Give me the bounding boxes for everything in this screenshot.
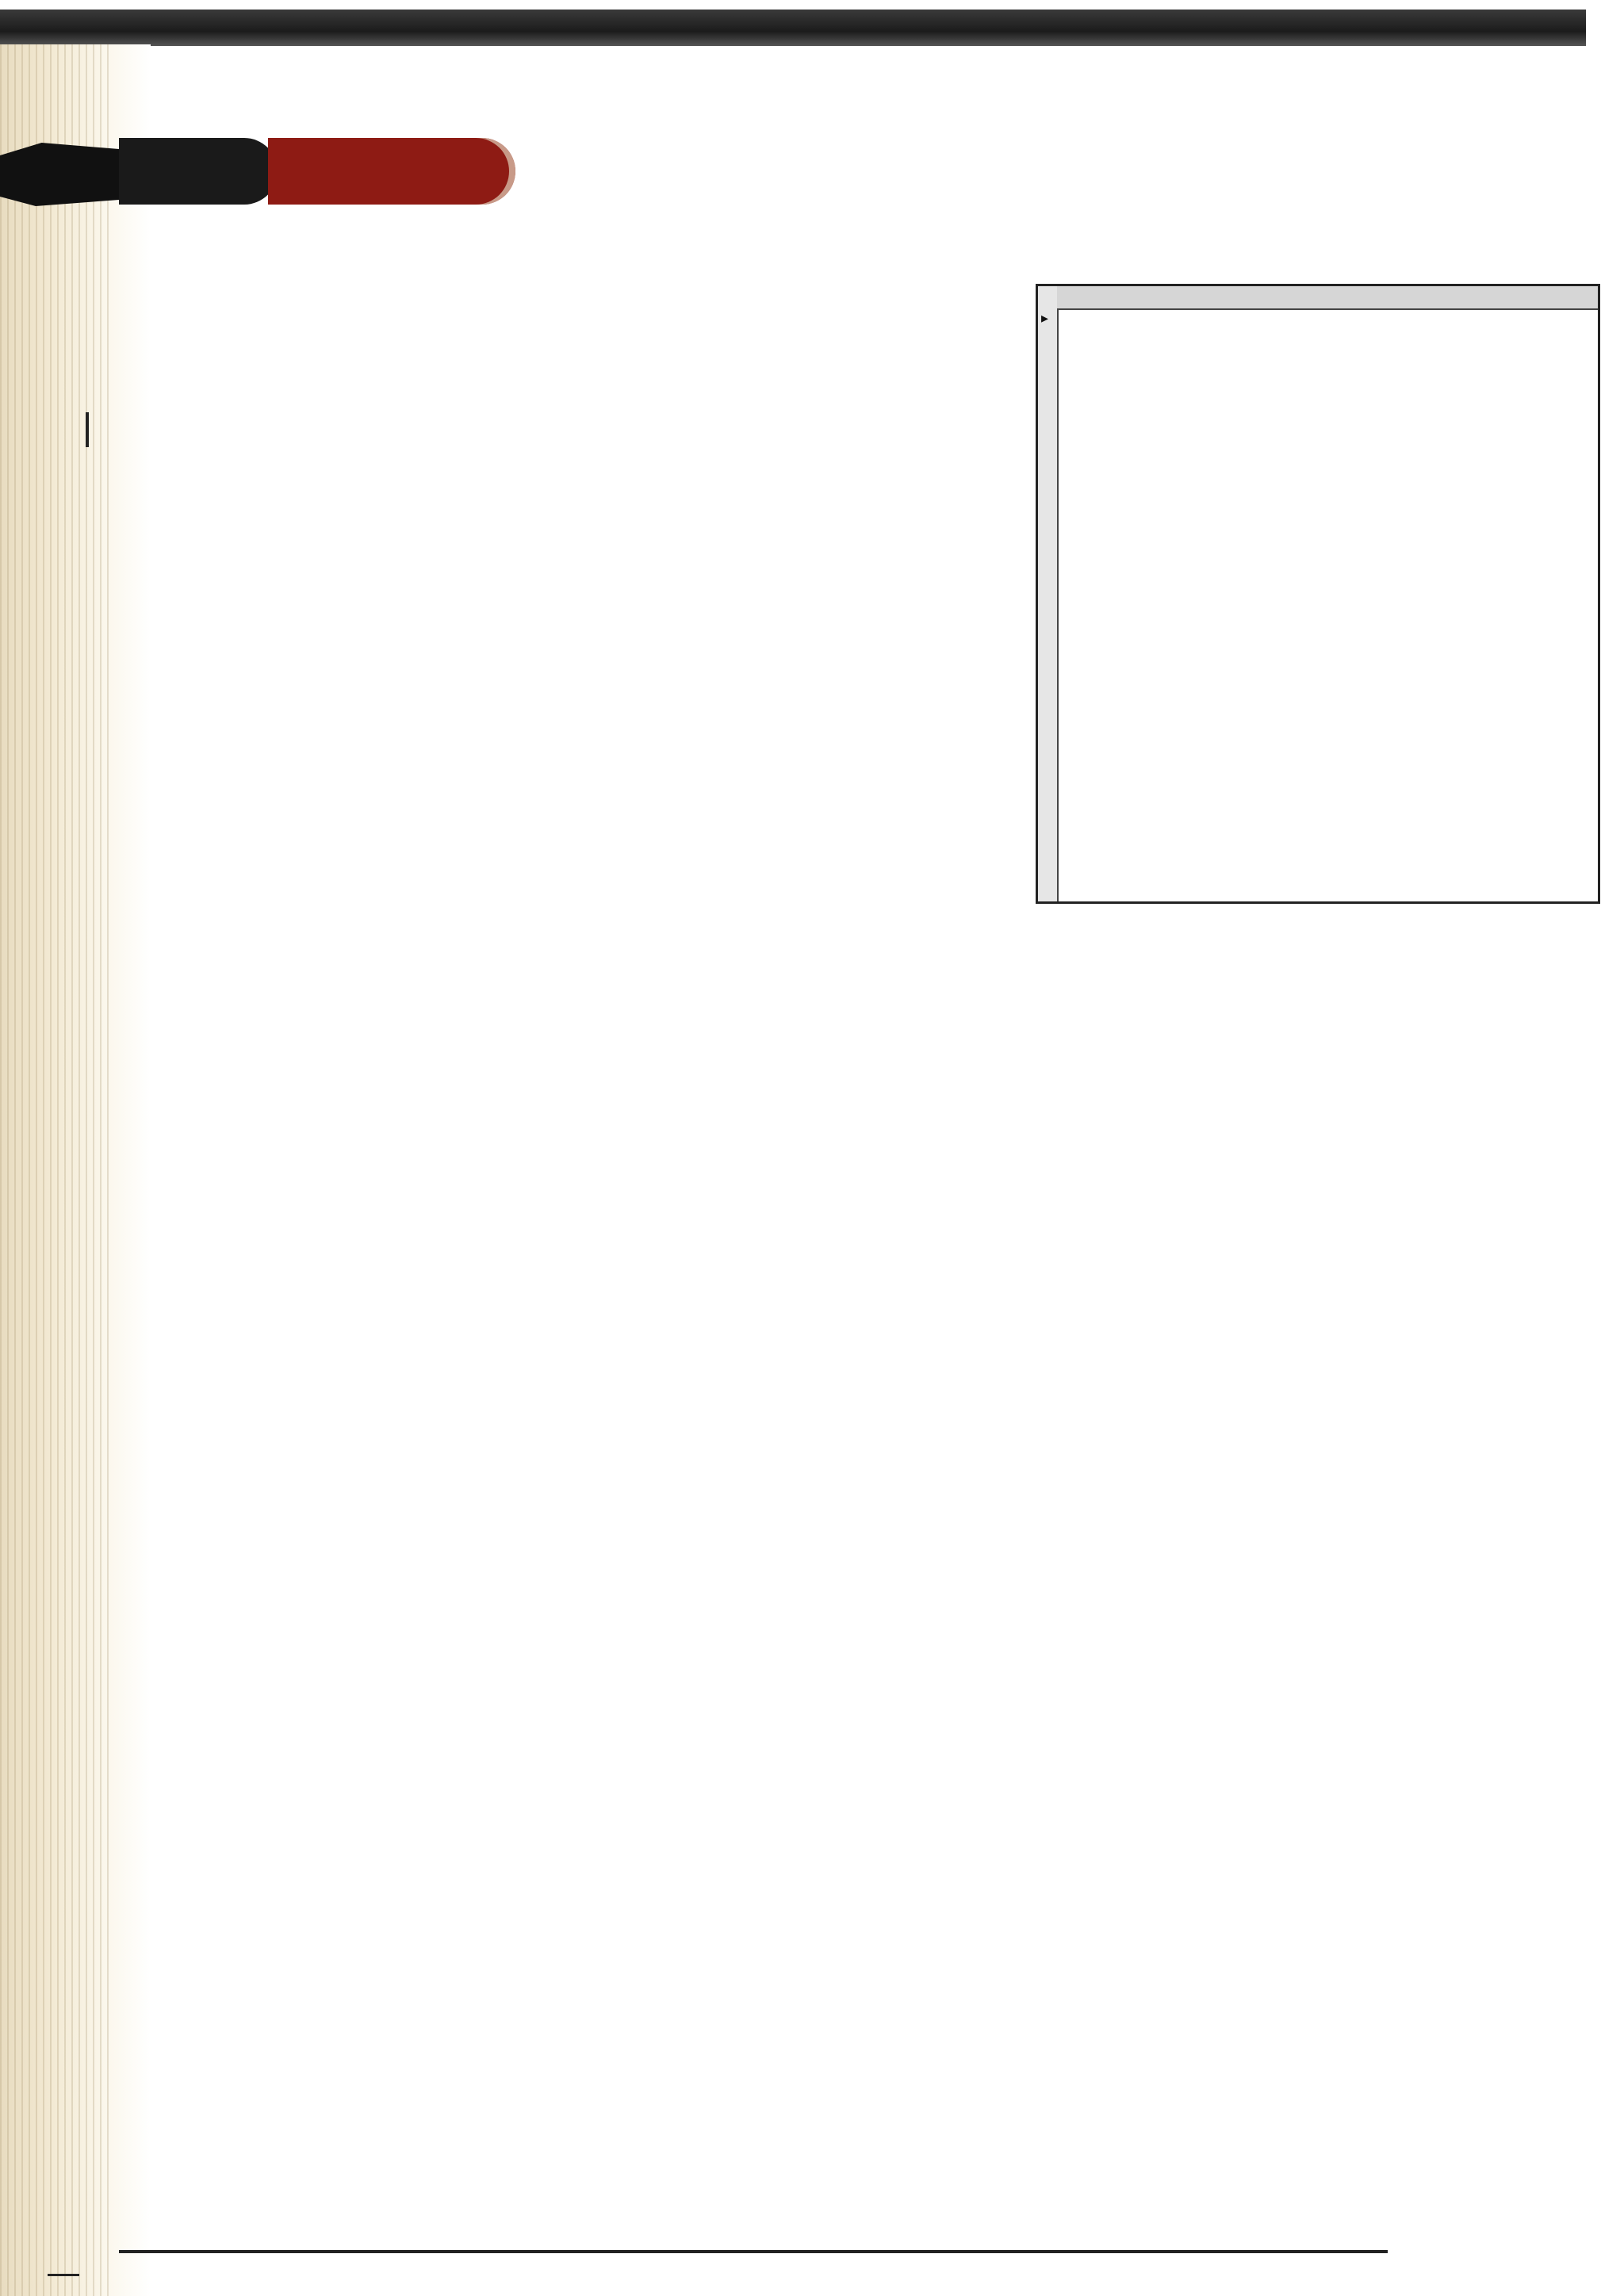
book-edge-tab [0,143,119,206]
chapter-tab [268,138,515,205]
page-number-tab [119,138,278,205]
book-page-edge-lines [0,44,111,2296]
current-row-marker: ▸ [1041,310,1049,327]
clients-attribute-table [1036,284,1600,904]
bottom-mark [48,2274,79,2276]
scan-top-edge [0,10,1586,46]
scan-mark [86,412,89,447]
row-selector-column [1038,286,1059,901]
bottom-rule [119,2250,1388,2253]
table-header [1057,286,1598,310]
